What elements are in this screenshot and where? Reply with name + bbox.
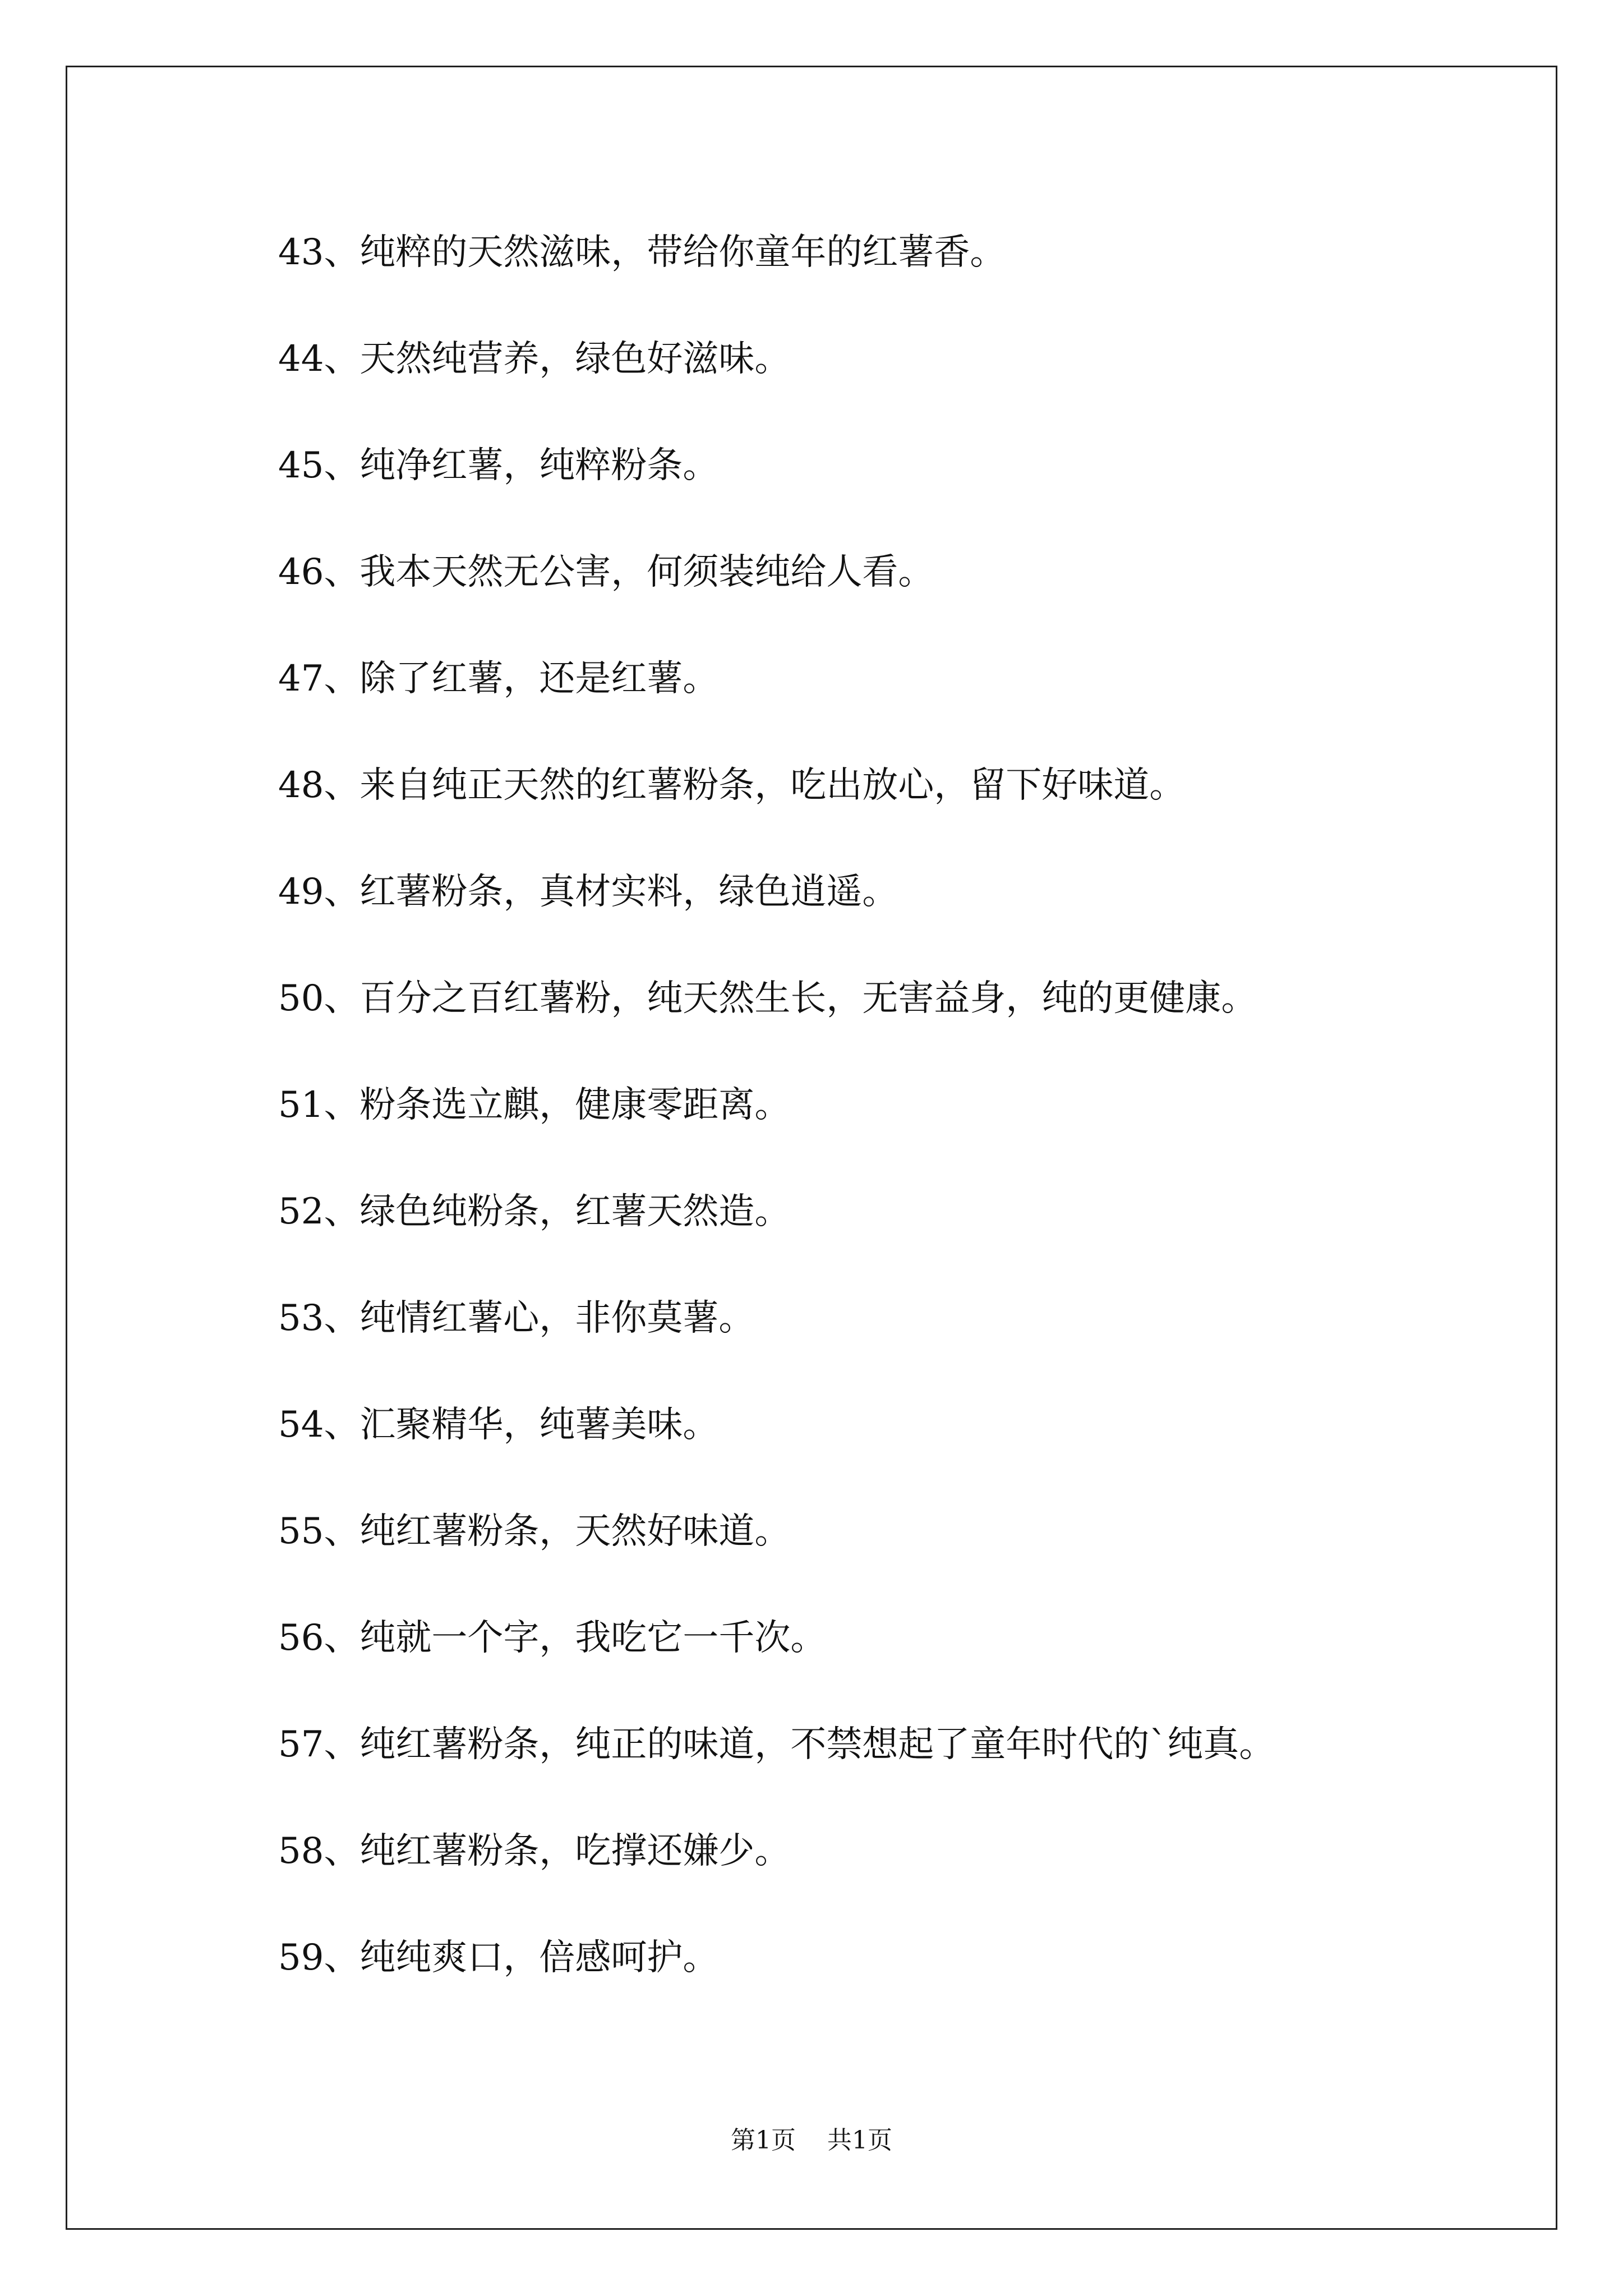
list-item: 45、纯净红薯，纯粹粉条。 xyxy=(278,445,719,486)
list-item: 54、汇聚精华，纯薯美味。 xyxy=(278,1404,719,1446)
list-item: 47、除了红薯，还是红薯。 xyxy=(278,658,719,700)
list-item: 43、纯粹的天然滋味，带给你童年的红薯香。 xyxy=(278,232,1006,273)
list-item: 48、来自纯正天然的红薯粉条，吃出放心，留下好味道。 xyxy=(278,765,1186,806)
list-item: 46、我本天然无公害，何须装纯给人看。 xyxy=(278,551,934,593)
list-item: 50、百分之百红薯粉，纯天然生长，无害益身，纯的更健康。 xyxy=(278,978,1257,1019)
list-item: 52、绿色纯粉条，红薯天然造。 xyxy=(278,1191,791,1232)
list-item: 58、纯红薯粉条，吃撑还嫌少。 xyxy=(278,1830,791,1872)
list-item: 51、粉条选立麒，健康零距离。 xyxy=(278,1084,791,1126)
list-item: 59、纯纯爽口，倍感呵护。 xyxy=(278,1937,719,1978)
list-item: 57、纯红薯粉条，纯正的味道，不禁想起了童年时代的`纯真。 xyxy=(278,1724,1275,1765)
list-item: 49、红薯粉条，真材实料，绿色逍遥。 xyxy=(278,871,898,913)
list-item: 55、纯红薯粉条，天然好味道。 xyxy=(278,1511,791,1552)
page-number-current: 第1页 xyxy=(731,2126,796,2155)
list-item: 56、纯就一个字，我吃它一千次。 xyxy=(278,1617,827,1659)
page-number-total: 共1页 xyxy=(827,2126,892,2155)
list-item: 53、纯情红薯心，非你莫薯。 xyxy=(278,1297,755,1339)
list-item: 44、天然纯营养，绿色好滋味。 xyxy=(278,338,791,380)
page-footer xyxy=(0,2125,1623,2156)
slogan-list xyxy=(278,230,1512,2042)
